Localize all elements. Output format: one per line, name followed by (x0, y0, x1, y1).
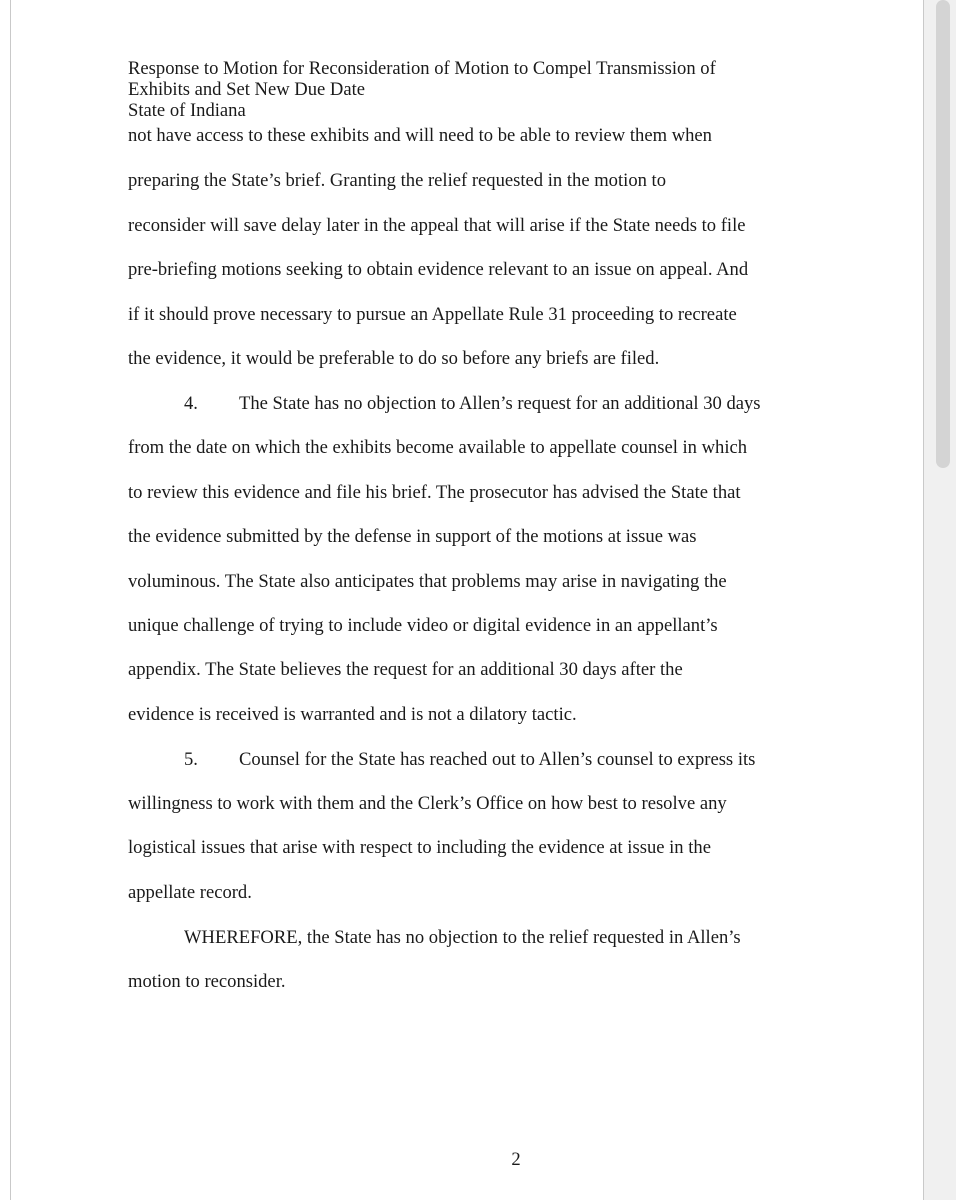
body-line: logistical issues that arise with respect to including the evidence at issue in the (128, 837, 711, 858)
wherefore-clause: WHEREFORE, the State has no objection to the relief requested in Allen’s (184, 927, 741, 948)
page-header (128, 58, 716, 121)
body-line: pre-briefing motions seeking to obtain evidence relevant to an issue on appeal. And (128, 259, 749, 280)
body-line: preparing the State’s brief. Granting the relief requested in the motion to (128, 170, 667, 191)
header-party: State of Indiana (128, 100, 246, 121)
body-line: from the date on which the exhibits become available to appellate counsel in which (128, 437, 748, 458)
body-line: appendix. The State believes the request for an additional 30 days after the (128, 659, 683, 680)
page-number: 2 (511, 1149, 521, 1170)
header-title-line-1: Response to Motion for Reconsideration of Motion to Compel Transmission of (128, 58, 716, 79)
document-page (10, 0, 924, 1200)
body-line: motion to reconsider. (128, 971, 286, 992)
body-line: the evidence submitted by the defense in support of the motions at issue was (128, 526, 697, 547)
paragraph-number-4: 4. (184, 393, 198, 414)
body-line: appellate record. (128, 882, 252, 903)
body-line: if it should prove necessary to pursue an Appellate Rule 31 proceeding to recreate (128, 304, 737, 325)
body-line: voluminous. The State also anticipates that problems may arise in navigating the (128, 571, 727, 592)
paragraph-number-5: 5. (184, 749, 198, 770)
body-line: reconsider will save delay later in the appeal that will arise if the State needs to file (128, 215, 746, 236)
body-line: unique challenge of trying to include video or digital evidence in an appellant’s (128, 615, 718, 636)
body-line: to review this evidence and file his brief. The prosecutor has advised the State that (128, 482, 741, 503)
header-title-line-2: Exhibits and Set New Due Date (128, 79, 366, 100)
paragraph-4-first-line: The State has no objection to Allen’s request for an additional 30 days (239, 393, 761, 414)
body-line: not have access to these exhibits and will need to be able to review them when (128, 125, 712, 146)
body-line: evidence is received is warranted and is not a dilatory tactic. (128, 704, 577, 725)
body-line: willingness to work with them and the Clerk’s Office on how best to resolve any (128, 793, 727, 814)
paragraph-5-first-line: Counsel for the State has reached out to Allen’s counsel to express its (239, 749, 756, 770)
body-line: the evidence, it would be preferable to do so before any briefs are filed. (128, 348, 660, 369)
scrollbar-thumb[interactable] (936, 0, 950, 468)
